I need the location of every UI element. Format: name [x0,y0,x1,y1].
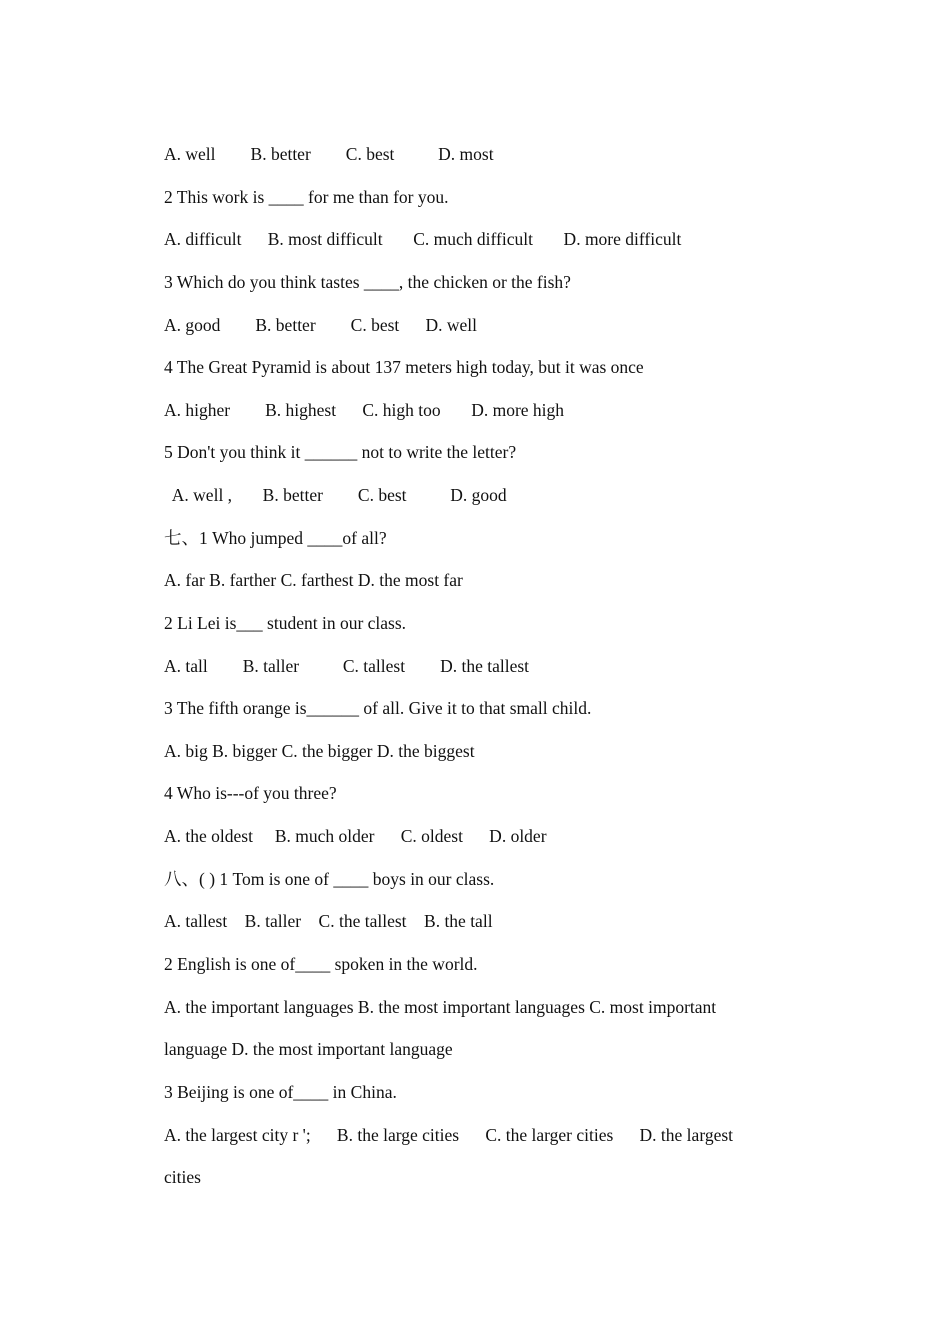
text-line: A. big B. bigger C. the bigger D. the biggest [164,741,475,761]
text-line: 3 The fifth orange is______ of all. Give it to that small child. [164,698,592,718]
text-line: A. higher B. highest C. high too D. more high [164,400,565,420]
text-line: 2 Li Lei is___ student in our class. [164,613,407,633]
text-line: 八、( ) 1 Tom is one of ____ boys in our class. [164,869,495,889]
text-line: A. far B. farther C. farthest D. the most far [164,570,463,590]
text-line: 2 English is one of____ spoken in the world. [164,954,478,974]
text-line: 七、1 Who jumped ____of all? [164,528,387,548]
text-line: cities [164,1167,201,1187]
text-line: 4 The Great Pyramid is about 137 meters high today, but it was once [164,357,644,377]
text-line: A. well , B. better C. best D. good [164,485,507,505]
text-line: 3 Which do you think tastes ____, the chicken or the fish? [164,272,571,292]
text-line: 3 Beijing is one of____ in China. [164,1082,397,1102]
text-line: 2 This work is ____ for me than for you. [164,187,449,207]
text-line: A. difficult B. most difficult C. much difficult D. more difficult [164,229,682,249]
text-line: 5 Don't you think it ______ not to write the letter? [164,442,517,462]
text-line: A. the largest city r '; B. the large cities C. the larger cities D. the largest [164,1125,734,1145]
text-line: A. the oldest B. much older C. oldest D. older [164,826,547,846]
text-line: A. well B. better C. best D. most [164,144,494,164]
text-line: language D. the most important language [164,1039,453,1059]
text-line: A. tallest B. taller C. the tallest B. the tall [164,911,493,931]
text-line: A. tall B. taller C. tallest D. the tallest [164,656,530,676]
text-line: 4 Who is---of you three? [164,783,337,803]
text-line: A. the important languages B. the most important languages C. most important [164,997,717,1017]
text-line: A. good B. better C. best D. well [164,315,478,335]
